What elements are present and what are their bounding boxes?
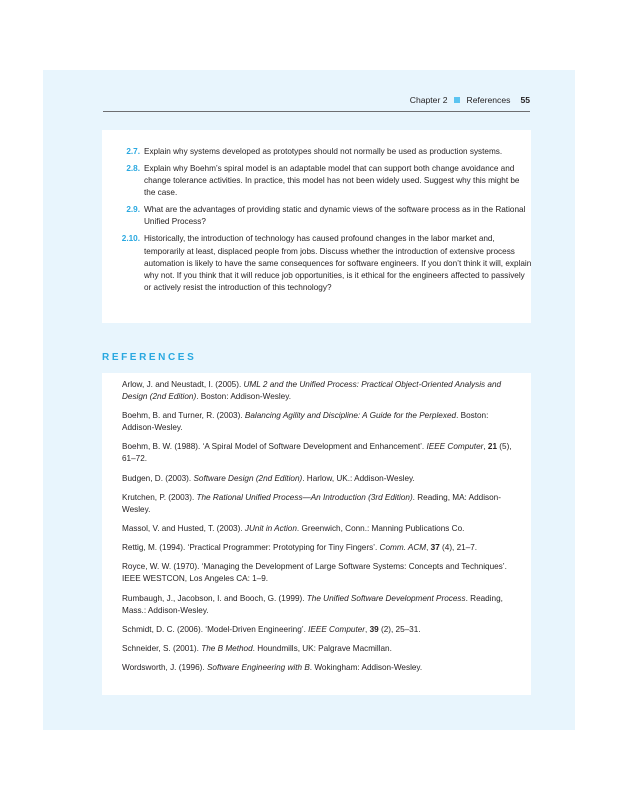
reference-entry	[122, 523, 517, 535]
reference-text: ,	[483, 442, 488, 452]
reference-entry	[122, 441, 517, 465]
exercises-box	[102, 130, 531, 323]
reference-text: . Greenwich, Conn.: Manning Publications Co.	[296, 523, 465, 533]
reference-text: Rettig, M. (1994). ‘Practical Programmer: Prototyping for Tiny Fingers’.	[122, 543, 380, 553]
reference-text: Royce, W. W. (1970). ‘Managing the Development of Large Software Systems: Concepts and Techniques’. IEEE WESTCON, Los Angeles CA: 1–9.	[122, 562, 507, 584]
reference-text: Schmidt, D. C. (2006). ‘Model-Driven Engineering’.	[122, 624, 309, 634]
reference-text: . Reading, Mass.: Addison-Wesley.	[122, 593, 503, 615]
page	[43, 70, 575, 730]
page-number: 55	[520, 94, 530, 105]
reference-volume: 37	[430, 543, 440, 553]
references-heading: REFERENCES	[102, 352, 197, 363]
reference-text: Schneider, S. (2001).	[122, 643, 202, 653]
section-label: References	[466, 94, 511, 105]
exercise-number: 2.9.	[126, 205, 140, 215]
reference-entry	[122, 643, 517, 655]
reference-title: IEEE Computer	[426, 442, 484, 452]
reference-text: (4), 21–7.	[439, 543, 478, 553]
reference-title: Balancing Agility and Discipline: A Guide for the Perplexed	[244, 411, 457, 421]
reference-text: . Reading, MA: Addison-Wesley.	[122, 492, 501, 514]
reference-entry	[122, 492, 517, 516]
reference-title: JUnit in Action	[244, 523, 297, 533]
exercise-item	[112, 233, 532, 294]
reference-entry	[122, 379, 517, 403]
exercise-number: 2.10.	[121, 234, 140, 244]
exercise-item	[112, 146, 532, 158]
reference-entry	[122, 473, 517, 485]
reference-entry	[122, 542, 517, 554]
reference-entry	[122, 662, 517, 674]
reference-text: . Harlow, UK.: Addison-Wesley.	[302, 473, 415, 483]
reference-text: ,	[426, 543, 431, 553]
reference-title: Comm. ACM	[379, 543, 427, 553]
reference-text: (2), 25–31.	[378, 624, 421, 634]
reference-text: Boehm, B. and Turner, R. (2003).	[122, 411, 245, 421]
reference-volume: 39	[369, 624, 379, 634]
reference-entry	[122, 593, 517, 617]
exercise-text: Historically, the introduction of technology has caused profound changes in the labor market and, temporarily at least, displaced people from jobs. Discuss whether the introduction of extensive process automation is likely to have the same consequences for software engineers. If you don’t think it will, explain why not. If you think that it will reduce job opportunities, is it ethical for the engineers affected to passively or actively resist the introduction of this technology?	[144, 234, 532, 293]
reference-text: . Boston: Addison-Wesley.	[196, 392, 291, 401]
reference-title: Software Design (2nd Edition)	[193, 473, 303, 483]
reference-entry	[122, 561, 517, 585]
reference-text: ,	[365, 624, 370, 634]
exercise-text: Explain why Boehm’s spiral model is an adaptable model that can support both change avoidance and change tolerance activities. In practice, this model has not been widely used. Suggest why this might be the case.	[144, 163, 520, 198]
reference-text: Boehm, B. W. (1988). ‘A Spiral Model of Software Development and Enhancement’.	[122, 442, 427, 452]
exercise-item	[112, 204, 532, 229]
exercise-number: 2.8.	[126, 163, 140, 173]
reference-text: . Wokingham: Addison-Wesley.	[309, 663, 423, 673]
reference-title: IEEE Computer	[308, 624, 366, 634]
exercise-list	[112, 146, 532, 299]
square-bullet-icon	[454, 97, 460, 103]
reference-text: (5), 61–72.	[122, 442, 512, 464]
reference-text: Krutchen, P. (2003).	[122, 492, 197, 502]
reference-text: Wordsworth, J. (1996).	[122, 663, 207, 673]
exercise-item	[112, 163, 532, 200]
reference-entry	[122, 624, 517, 636]
running-header	[103, 94, 530, 112]
reference-title: The Rational Unified Process—An Introduction (3rd Edition)	[196, 492, 413, 502]
reference-text: Budgen, D. (2003).	[122, 473, 194, 483]
reference-list	[122, 379, 517, 681]
reference-text: Massol, V. and Husted, T. (2003).	[122, 523, 245, 533]
reference-text: . Boston: Addison-Wesley.	[122, 411, 489, 433]
reference-text: . Houndmills, UK: Palgrave Macmillan.	[252, 643, 392, 653]
reference-title: The B Method	[201, 643, 253, 653]
reference-title: Software Engineering with B	[206, 663, 310, 673]
reference-title: The Unified Software Development Process	[306, 593, 466, 603]
reference-text: Arlow, J. and Neustadt, I. (2005).	[122, 380, 244, 389]
reference-title: UML 2 and the Unified Process: Practical Object-Oriented Analysis and Design (2nd Edition)	[122, 380, 502, 401]
exercise-number: 2.7.	[126, 147, 140, 156]
references-box	[102, 373, 531, 695]
reference-entry	[122, 410, 517, 434]
reference-volume: 21	[487, 442, 498, 452]
exercise-text: What are the advantages of providing static and dynamic views of the software process as in the Rational Unified Process?	[144, 205, 526, 227]
reference-text: Rumbaugh, J., Jacobson, I. and Booch, G. (1999).	[122, 593, 307, 603]
chapter-label: Chapter 2	[409, 94, 448, 105]
exercise-text: Explain why systems developed as prototypes should not normally be used as production systems.	[144, 147, 503, 156]
